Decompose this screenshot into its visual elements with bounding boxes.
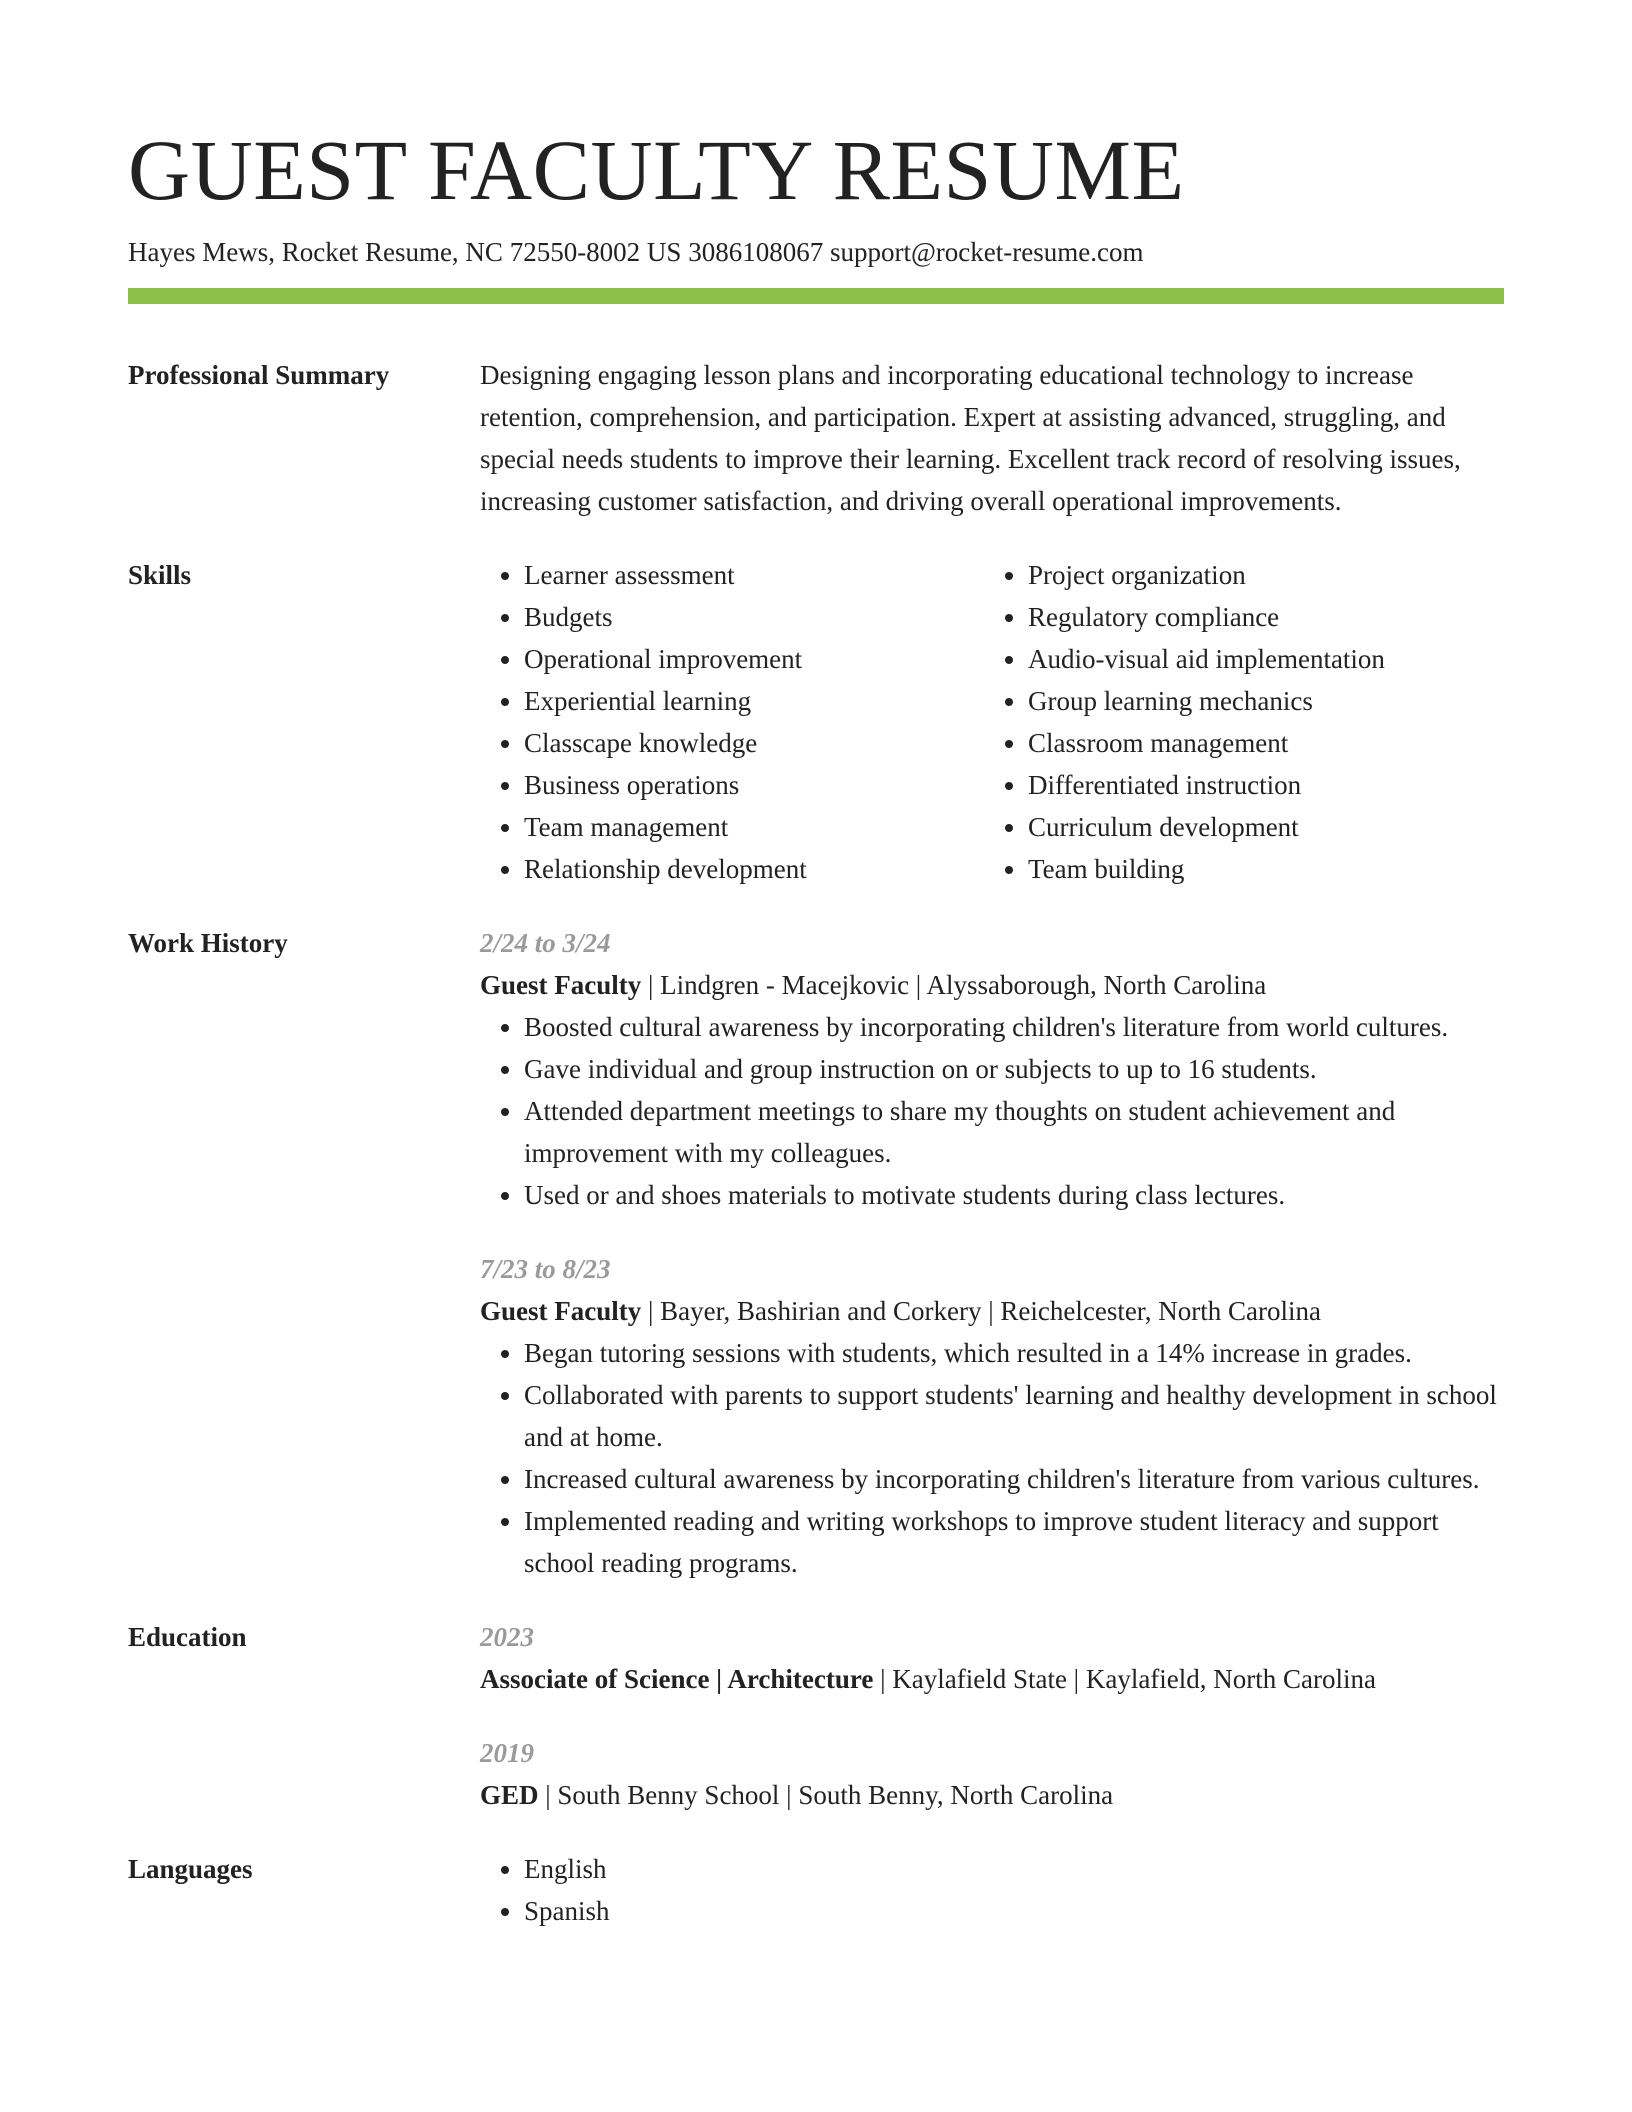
education-section: [128, 1616, 1504, 1816]
education-details: | Kaylafield State | Kaylafield, North Carolina: [873, 1664, 1376, 1694]
languages-body: [480, 1848, 1504, 1932]
job-bullet: • Increased cultural awareness by incorporating children's literature from various cultures.: [524, 1458, 1504, 1500]
skill-item: • Learner assessment: [524, 554, 984, 596]
skill-item: • Group learning mechanics: [1028, 680, 1488, 722]
skill-item: • Team building: [1028, 848, 1488, 890]
skills-list-left: [480, 554, 984, 890]
accent-divider: [128, 288, 1504, 304]
job-date: 2/24 to 3/24: [480, 928, 611, 958]
job-bullet: • Began tutoring sessions with students, which resulted in a 14% increase in grades.: [524, 1332, 1504, 1374]
skill-item: • Audio-visual aid implementation: [1028, 638, 1488, 680]
job-bullet: • Used or and shoes materials to motivate students during class lectures.: [524, 1174, 1504, 1216]
skill-item: • Budgets: [524, 596, 984, 638]
skill-item: • Regulatory compliance: [1028, 596, 1488, 638]
job-bullet: • Attended department meetings to share my thoughts on student achievement and improvement with my colleagues.: [524, 1090, 1504, 1174]
job-bullets: [480, 1332, 1504, 1584]
education-degree: Associate of Science | Architecture: [480, 1664, 874, 1694]
education-heading: [480, 1658, 1504, 1700]
skill-item: • Project organization: [1028, 554, 1488, 596]
skill-item: • Curriculum development: [1028, 806, 1488, 848]
education-date: 2023: [480, 1622, 534, 1652]
skills-label: Skills: [128, 560, 192, 590]
skill-item: • Classcape knowledge: [524, 722, 984, 764]
skills-list-right: [984, 554, 1488, 890]
job-details: | Lindgren - Macejkovic | Alyssaborough, North Carolina: [641, 970, 1267, 1000]
job-details: | Bayer, Bashirian and Corkery | Reichelcester, North Carolina: [641, 1296, 1321, 1326]
education-heading: [480, 1774, 1504, 1816]
job-title: Guest Faculty: [480, 970, 642, 1000]
contact-line: Hayes Mews, Rocket Resume, NC 72550-8002 US 3086108067 support@rocket-resume.com: [128, 237, 1144, 267]
education-entry: [480, 1732, 1504, 1816]
job-entry: [480, 1248, 1504, 1584]
languages-label: Languages: [128, 1854, 253, 1884]
language-item: • English: [524, 1848, 1504, 1890]
languages-section: [128, 1848, 1504, 1932]
education-date: 2019: [480, 1738, 534, 1768]
skill-item: • Differentiated instruction: [1028, 764, 1488, 806]
education-entry: [480, 1616, 1504, 1700]
skills-column-left: [480, 554, 984, 890]
job-bullet: • Collaborated with parents to support students' learning and healthy development in school and at home.: [524, 1374, 1504, 1458]
education-details: | South Benny School | South Benny, North Carolina: [538, 1780, 1114, 1810]
resume-title: GUEST FACULTY RESUME: [128, 122, 1185, 218]
summary-section: [128, 354, 1504, 522]
work-history-body: [480, 922, 1504, 1584]
skill-item: • Relationship development: [524, 848, 984, 890]
education-label: Education: [128, 1622, 247, 1652]
work-history-label: Work History: [128, 928, 288, 958]
skill-item: • Team management: [524, 806, 984, 848]
job-title: Guest Faculty: [480, 1296, 642, 1326]
skill-item: • Operational improvement: [524, 638, 984, 680]
skill-item: • Experiential learning: [524, 680, 984, 722]
job-entry: [480, 922, 1504, 1216]
job-bullet: • Gave individual and group instruction on or subjects to up to 16 students.: [524, 1048, 1504, 1090]
skills-grid: [480, 554, 1504, 890]
education-body: [480, 1616, 1504, 1816]
work-history-section: [128, 922, 1504, 1584]
job-bullet: • Boosted cultural awareness by incorporating children's literature from world cultures.: [524, 1006, 1504, 1048]
skills-section: [128, 554, 1504, 890]
job-bullets: [480, 1006, 1504, 1216]
skills-column-right: [984, 554, 1488, 890]
skill-item: • Classroom management: [1028, 722, 1488, 764]
languages-list: [480, 1848, 1504, 1932]
education-degree: GED: [480, 1780, 539, 1810]
job-date: 7/23 to 8/23: [480, 1254, 611, 1284]
language-item: • Spanish: [524, 1890, 1504, 1932]
summary-text: Designing engaging lesson plans and incorporating educational technology to increase retention, comprehension, and participation. Expert at assisting advanced, struggling, and special needs students to improve their learning. Excellent track record of resolving issues, increasing customer satisfaction, and driving overall operational improvements.: [480, 360, 1461, 516]
job-bullet: • Implemented reading and writing workshops to improve student literacy and support school reading programs.: [524, 1500, 1504, 1584]
summary-label: Professional Summary: [128, 360, 390, 390]
skill-item: • Business operations: [524, 764, 984, 806]
skills-body: [480, 554, 1504, 890]
job-heading: [480, 1290, 1504, 1332]
job-heading: [480, 964, 1504, 1006]
